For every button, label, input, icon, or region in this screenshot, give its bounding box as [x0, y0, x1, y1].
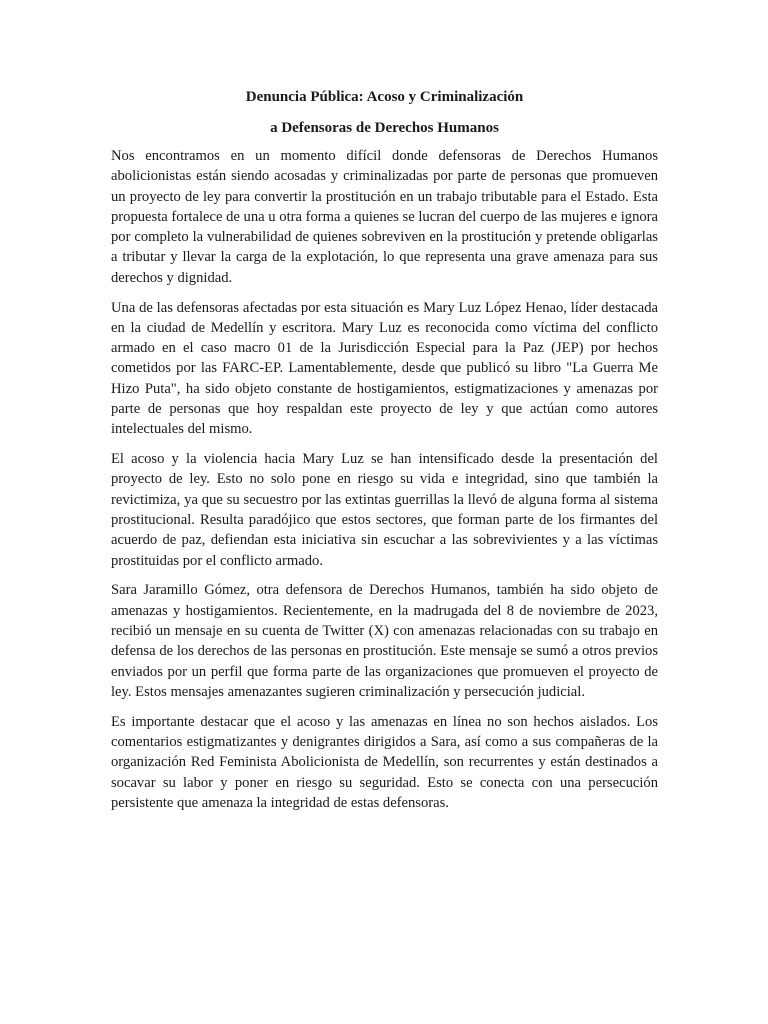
paragraph-1: Nos encontramos en un momento difícil donde defensoras de Derechos Humanos abolicionistas están siendo acosadas y criminalizadas por parte de personas que promueven un proyecto de ley para convertir la prostitución en un trabajo tributable para el Estado. Esta propuesta fortalece de una u otra forma a quienes se lucran del cuerpo de las mujeres e ignora por completo la vulnerabilidad de quienes sobreviven en la prostitución y pretende obligarlas a tributar y llevar la carga de la explotación, lo que representa una grave amenaza para sus derechos y dignidad. [111, 148, 658, 286]
title-line-2: a Defensoras de Derechos Humanos [270, 120, 499, 136]
document-page [111, 85, 658, 823]
paragraph-3: El acoso y la violencia hacia Mary Luz se han intensificado desde la presentación del proyecto de ley. Esto no solo pone en riesgo su vida e integridad, sino que también la revictimiza, ya que su secuestro por las extintas guerrillas la llevó de alguna forma al sistema prostitucional. Resulta paradójico que estos sectores, que forman parte de los firmantes del acuerdo de paz, defiendan esta iniciativa sin escuchar a las sobrevivientes y a las víctimas prostituidas por el conflicto armado. [111, 451, 658, 569]
paragraph-2: Una de las defensoras afectadas por esta situación es Mary Luz López Henao, líder destacada en la ciudad de Medellín y escritora. Mary Luz es reconocida como víctima del conflicto armado en el caso macro 01 de la Jurisdicción Especial para la Paz (JEP) por hechos cometidos por las FARC-EP. Lamentablemente, desde que publicó su libro "La Guerra Me Hizo Puta", ha sido objeto constante de hostigamientos, estigmatizaciones y amenazas por parte de personas que hoy respaldan este proyecto de ley y que actúan como autores intelectuales del mismo. [111, 299, 658, 438]
document-title [111, 85, 658, 140]
paragraph-5: Es importante destacar que el acoso y las amenazas en línea no son hechos aislados. Los comentarios estigmatizantes y denigrantes dirigidos a Sara, así como a sus compañeras de la organización Red Feminista Abolicionista de Medellín, son recurrentes y están destinados a socavar su labor y poner en riesgo su seguridad. Esto se conecta con una persecución persistente que amenaza la integridad de estas defensoras. [111, 713, 658, 811]
paragraph-4: Sara Jaramillo Gómez, otra defensora de Derechos Humanos, también ha sido objeto de amenazas y hostigamientos. Recientemente, en la madrugada del 8 de noviembre de 2023, recibió un mensaje en su cuenta de Twitter (X) con amenazas relacionadas con su trabajo en defensa de los derechos de las personas en prostitución. Este mensaje se sumó a otros previos enviados por un perfil que forma parte de las organizaciones que promueven el proyecto de ley. Estos mensajes amenazantes sugieren criminalización y persecución judicial. [111, 582, 658, 700]
title-line-1: Denuncia Pública: Acoso y Criminalización [245, 89, 524, 105]
